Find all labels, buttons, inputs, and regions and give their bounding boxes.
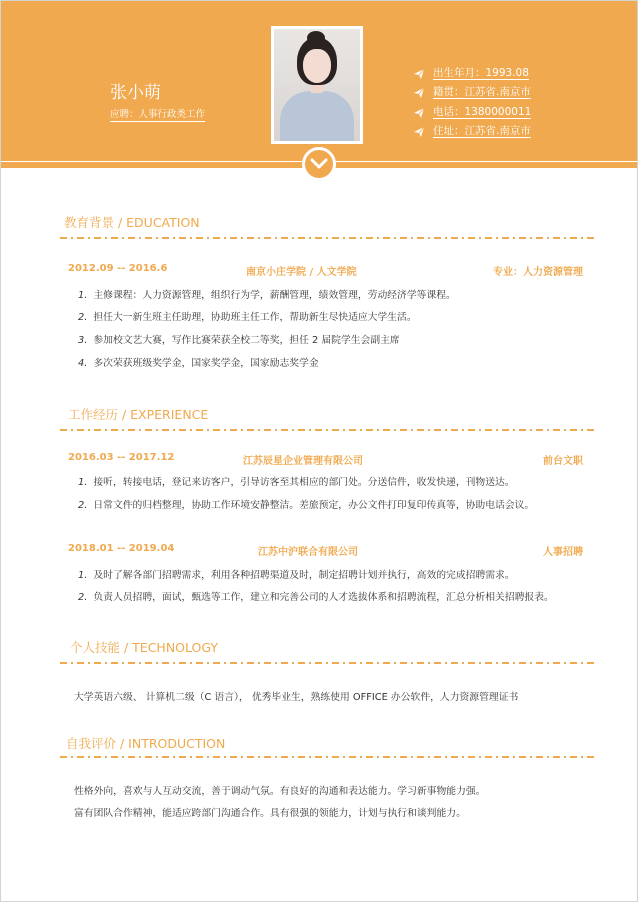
list-item: 4. 多次荣获班级奖学金，国家奖学金，国家励志奖学金 xyxy=(78,358,319,369)
paper-plane-icon xyxy=(413,107,425,119)
intro-line: 富有团队合作精神，能适应跨部门沟通合作。具有很强的领能力，计划与执行和谈判能力。 xyxy=(74,808,466,819)
paper-plane-icon xyxy=(413,126,425,138)
intro-title: 自我评价 / INTRODUCTION xyxy=(66,736,226,751)
info-phone xyxy=(413,106,531,119)
experience-title: 工作经历 / EXPERIENCE xyxy=(68,407,209,422)
paper-plane-icon xyxy=(413,68,425,80)
list-item: 1. 主修课程：人力资源管理，组织行为学，薪酬管理，绩效管理，劳动经济学等课程。 xyxy=(78,290,456,301)
list-item: 1. 及时了解各部门招聘需求，利用各种招聘渠道及时，制定招聘计划并执行，高效的完成招聘需求。 xyxy=(78,570,515,581)
list-item: 2. 担任大一新生班主任助理，协助班主任工作，帮助新生尽快适应大学生活。 xyxy=(78,312,417,323)
info-address xyxy=(413,125,531,138)
job-role: 人事招聘 xyxy=(543,547,583,558)
chevron-down-icon xyxy=(302,147,336,181)
list-item: 2. 负责人员招聘，面试，甄选等工作，建立和完善公司的人才选拔体系和招聘流程，汇总分析相关招聘报表。 xyxy=(78,592,554,603)
education-school: 南京小庄学院 / 人文学院 xyxy=(246,267,357,278)
education-title: 教育背景 / EDUCATION xyxy=(64,215,200,230)
education-major: 专业：人力资源管理 xyxy=(493,267,583,278)
intro-line: 性格外向，喜欢与人互动交流，善于调动气氛。有良好的沟通和表达能力。学习新事物能力强。 xyxy=(74,786,486,797)
skills-text: 大学英语六级、 计算机二级（C 语言）， 优秀毕业生，熟练使用 OFFICE 办公软件，人力资源管理证书 xyxy=(74,692,519,703)
job-company: 江苏辰星企业管理有限公司 xyxy=(243,456,363,467)
paper-plane-icon xyxy=(413,87,425,99)
list-item: 1. 接听，转接电话，登记来访客户，引导访客至其相应的部门处。分送信件，收发快递，刊物送达。 xyxy=(78,477,515,488)
intro-divider xyxy=(60,756,594,758)
candidate-name: 张小萌 xyxy=(110,83,161,103)
apply-position: 应聘：人事行政类工作 xyxy=(110,106,205,122)
education-date: 2012.09 -- 2016.6 xyxy=(68,263,168,274)
job-date: 2016.03 -- 2017.12 xyxy=(68,452,175,463)
skills-divider xyxy=(60,662,594,664)
info-address-text: 住址：江苏省.南京市 xyxy=(433,125,531,137)
skills-title: 个人技能 / TECHNOLOGY xyxy=(70,640,219,655)
info-hometown xyxy=(413,86,531,99)
info-hometown-text: 籍贯：江苏省.南京市 xyxy=(433,86,531,98)
education-divider xyxy=(60,237,594,239)
list-item: 2. 日常文件的归档整理，协助工作环境安静整洁。差旅预定，办公文件打印复印传真等，协助电话会议。 xyxy=(78,500,535,511)
info-birth xyxy=(413,67,529,80)
job-date: 2018.01 -- 2019.04 xyxy=(68,543,175,554)
experience-divider xyxy=(60,429,594,431)
info-birth-text: 出生年月：1993.08 xyxy=(433,67,529,79)
job-company: 江苏中沪联合有限公司 xyxy=(258,547,358,558)
job-role: 前台文职 xyxy=(543,456,583,467)
info-phone-text: 电话：1380000011 xyxy=(433,106,532,118)
list-item: 3. 参加校文艺大赛，写作比赛荣获全校二等奖，担任 2 届院学生会副主席 xyxy=(78,335,400,346)
profile-photo xyxy=(271,26,363,144)
